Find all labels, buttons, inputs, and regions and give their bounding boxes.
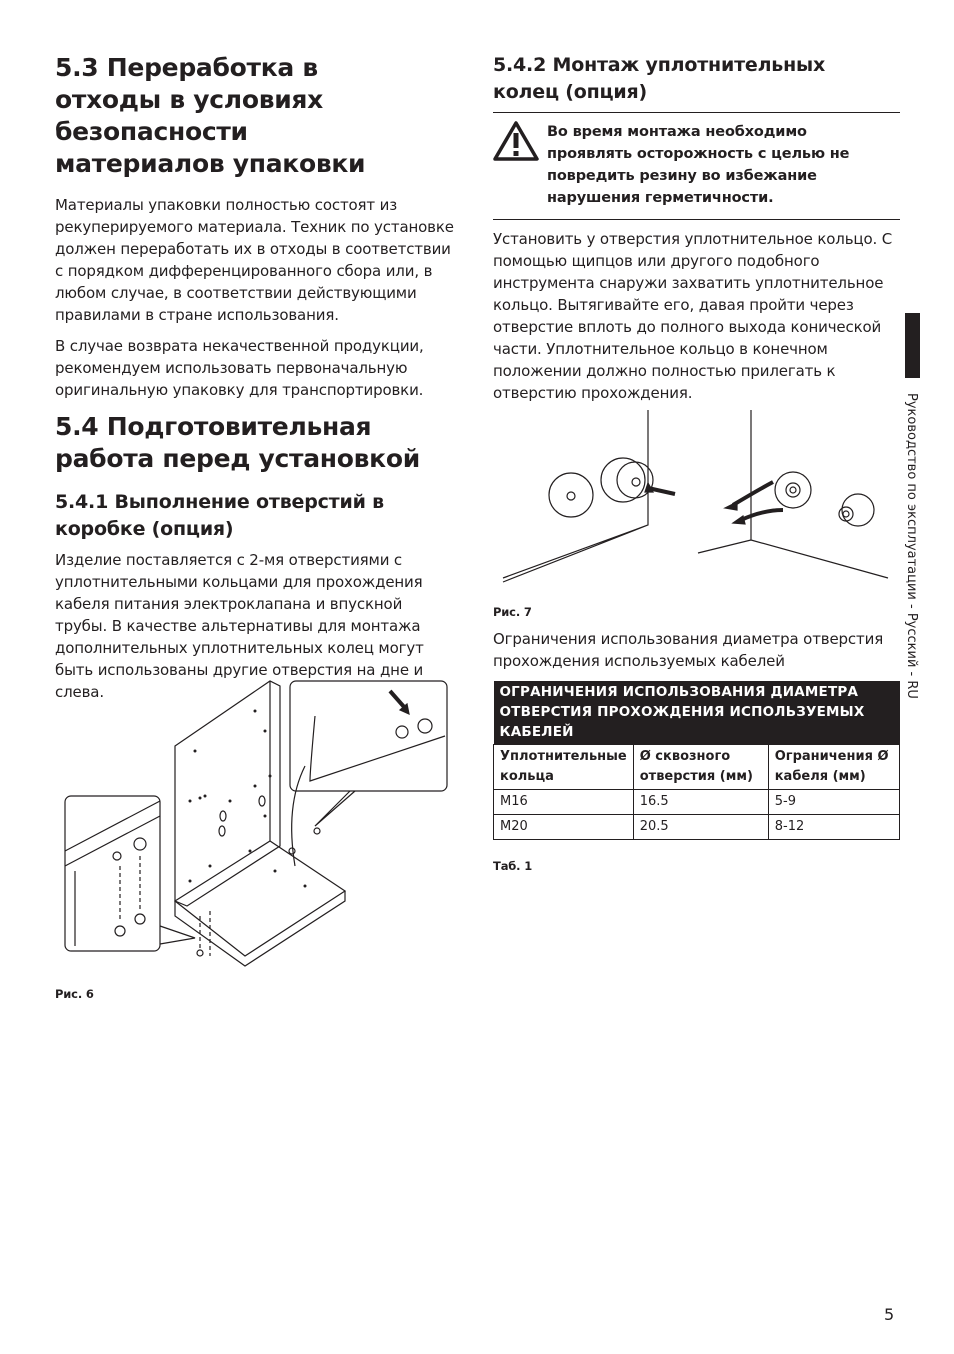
table-title: ОГРАНИЧЕНИЯ ИСПОЛЬЗОВАНИЯ ДИАМЕТРА ОТВЕРСТИЯ ПРОХОЖДЕНИЯ ИСПОЛЬЗУЕМЫХ КАБЕЛЕЙ — [494, 681, 900, 745]
warning-box — [493, 112, 900, 220]
table-header: Ограничения Ø кабеля (мм) — [768, 745, 899, 790]
table-header: Уплотнительные кольца — [494, 745, 634, 790]
right-column — [493, 52, 900, 413]
table-cell: 16.5 — [633, 790, 768, 815]
section-5-4-2-heading: 5.4.2 Монтаж уплотнительных колец (опция) — [493, 54, 826, 103]
table-cell: 5-9 — [768, 790, 899, 815]
section-tab-marker — [905, 313, 920, 378]
cable-diameter-table — [493, 681, 900, 840]
left-column — [55, 52, 455, 712]
section-5-3-paragraph-2: В случае возврата некачественной продукции, рекомендуем использовать первоначальную оригинальную упаковку для транспортировки. — [55, 337, 424, 399]
section-5-4-2-paragraph: Установить у отверстия уплотнительное кольцо. С помощью щипцов или другого подобного инструмента снаружи захватить уплотнительное кольцо. Вытягивайте его, давая пройти через отверстие вплоть до полного выхода конической части. Уплотнительное кольцо в конечном положении должно полностью прилегать к отверстию прохождения. — [493, 230, 893, 402]
warning-icon — [493, 121, 539, 161]
table-cell: M16 — [494, 790, 634, 815]
section-5-4-1-heading: 5.4.1 Выполнение отверстий в коробке (опция) — [55, 491, 384, 540]
table-intro: Ограничения использования диаметра отверстия прохождения используемых кабелей — [493, 630, 884, 670]
figure-6-caption: Рис. 6 — [55, 987, 94, 1001]
section-5-3-paragraph-1: Материалы упаковки полностью состоят из рекуперируемого материала. Техник по установке должен переработать их в отходы в соответствии с порядком дифференцированного сбора или, в любом случае, в соответствии действующими правилами в стране использования. — [55, 196, 454, 324]
table-cell: M20 — [494, 815, 634, 840]
table-row — [494, 790, 900, 815]
page-number: 5 — [884, 1305, 895, 1324]
side-label: Руководство по эксплуатации - Русский - RU — [904, 393, 919, 699]
figure-6-illustration — [55, 676, 455, 976]
table-header: Ø сквозного отверстия (мм) — [633, 745, 768, 790]
table-cell: 20.5 — [633, 815, 768, 840]
section-5-3-heading: 5.3 Переработка в отходы в условиях безопасности материалов упаковки — [55, 53, 366, 178]
section-5-4-1-paragraph: Изделие поставляется с 2-мя отверстиями с уплотнительными кольцами для прохождения кабеля питания электроклапана и впускной трубы. В качестве альтернативы для монтажа дополнительных уплотнительных колец могут быть использованы другие отверстия на дне и слева. — [55, 551, 424, 701]
section-5-4-heading: 5.4 Подготовительная работа перед установкой — [55, 412, 420, 473]
table-row — [494, 815, 900, 840]
table-caption: Таб. 1 — [493, 859, 533, 873]
warning-text: Во время монтажа необходимо проявлять осторожность с целью не повредить резину во избежание нарушения герметичности. — [547, 124, 850, 206]
figure-7-caption: Рис. 7 — [493, 605, 532, 619]
figure-7-illustration — [493, 410, 893, 585]
table-cell: 8-12 — [768, 815, 899, 840]
